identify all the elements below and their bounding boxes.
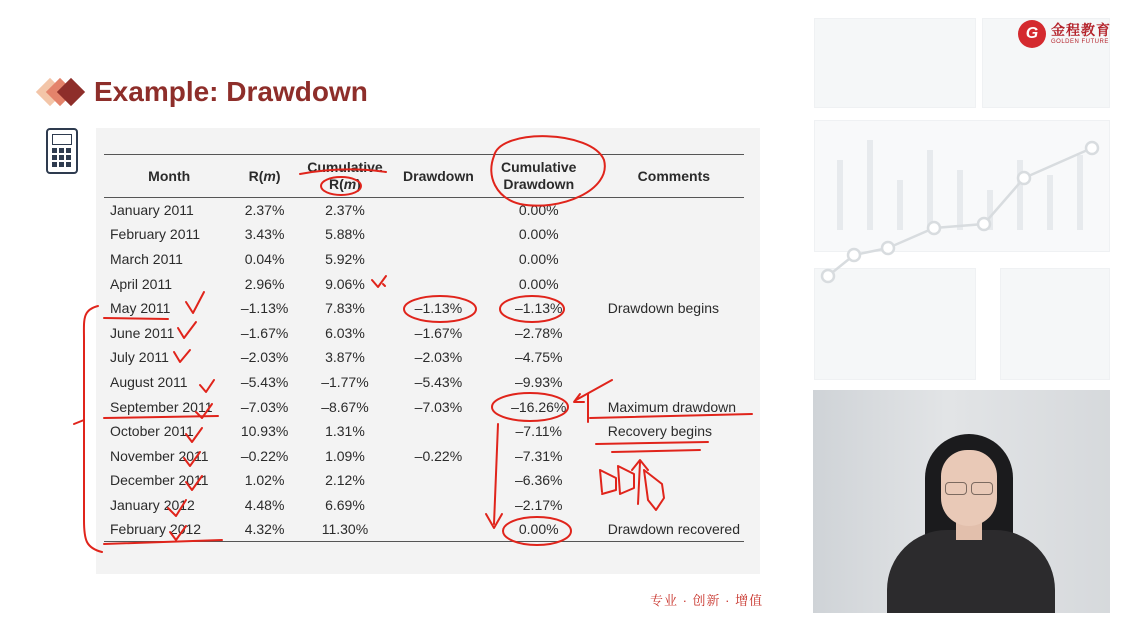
- cell-rm: –1.13%: [240, 300, 289, 317]
- cell-cumulative-rm: –1.77%: [321, 373, 369, 390]
- cell-drawdown: –7.03%: [414, 398, 463, 415]
- cell-rm: 10.93%: [240, 423, 289, 440]
- header-cum-drawdown-line2: Drawdown: [503, 176, 575, 192]
- header-month: Month: [148, 167, 191, 184]
- logo-english-name: GOLDEN FUTURE: [1051, 39, 1109, 45]
- cell-cumulative-rm: 6.03%: [325, 324, 365, 341]
- cell-drawdown: –1.67%: [414, 324, 463, 341]
- cell-comment: Drawdown begins: [607, 300, 719, 317]
- cell-cumulative-rm: 1.31%: [325, 423, 365, 440]
- cell-cumulative-drawdown: –2.78%: [514, 324, 563, 341]
- cell-cumulative-drawdown: –7.31%: [514, 447, 563, 464]
- cell-drawdown: –1.13%: [414, 300, 463, 317]
- header-rm: R(m): [248, 167, 281, 184]
- background-decoration: [810, 0, 1125, 390]
- cell-month: February 2012: [110, 521, 202, 538]
- cell-month: May 2011: [110, 300, 171, 317]
- footer-slogan: 专业 · 创新 · 增值: [650, 593, 764, 608]
- cell-rm: –5.43%: [240, 373, 289, 390]
- cell-cumulative-drawdown: 0.00%: [518, 275, 559, 292]
- cell-drawdown: [393, 271, 484, 296]
- header-cumulative-drawdown: [484, 155, 594, 198]
- cell-comment: [594, 222, 744, 247]
- cell-cumulative-rm: –8.67%: [321, 398, 369, 415]
- cell-comment: Recovery begins: [607, 423, 712, 440]
- cell-month: September 2011: [110, 398, 213, 415]
- cell-rm: 1.02%: [244, 472, 285, 489]
- table-row: [104, 320, 744, 345]
- cell-comment: Drawdown recovered: [607, 521, 740, 538]
- table-header-row: [104, 155, 744, 198]
- cell-drawdown: [393, 517, 484, 542]
- cell-comment: [594, 247, 744, 272]
- cell-rm: 2.96%: [244, 275, 285, 292]
- cell-drawdown: –5.43%: [414, 373, 463, 390]
- cell-cumulative-drawdown: –2.17%: [514, 496, 563, 513]
- cell-cumulative-rm: 3.87%: [325, 349, 365, 366]
- slide-title-block: [34, 72, 368, 112]
- cell-cumulative-drawdown: 0.00%: [518, 202, 559, 219]
- cell-drawdown: [393, 247, 484, 272]
- cell-cumulative-drawdown: –4.75%: [514, 349, 563, 366]
- cell-drawdown: [393, 419, 484, 444]
- drawdown-table-panel: [96, 128, 760, 574]
- table-row: [104, 247, 744, 272]
- cell-cumulative-drawdown: 0.00%: [518, 250, 559, 267]
- cell-drawdown: [393, 222, 484, 247]
- cell-comment: [594, 198, 744, 223]
- table-row: [104, 443, 744, 468]
- cell-rm: –0.22%: [240, 447, 289, 464]
- cell-cumulative-drawdown: 0.00%: [518, 521, 559, 538]
- table-row: [104, 345, 744, 370]
- cell-cumulative-rm: 11.30%: [321, 521, 369, 538]
- slide-title: Example: Drawdown: [94, 76, 368, 107]
- header-cumulative-rm: [297, 155, 393, 198]
- cell-rm: –1.67%: [240, 324, 289, 341]
- header-cumulative-line1: Cumulative: [307, 159, 383, 176]
- cell-month: August 2011: [110, 373, 188, 390]
- cell-month: December 2011: [110, 472, 209, 489]
- table-row: [104, 296, 744, 321]
- brand-logo: [1018, 20, 1111, 48]
- cell-rm: 0.04%: [244, 250, 285, 267]
- cell-comment: [594, 271, 744, 296]
- cell-comment: [594, 443, 744, 468]
- diamond-bullet-icon: [34, 72, 90, 112]
- cell-drawdown: [393, 468, 484, 493]
- cell-comment: [594, 493, 744, 518]
- calculator-icon: [46, 128, 78, 174]
- cell-drawdown: –0.22%: [414, 447, 463, 464]
- cell-month: July 2011: [110, 349, 169, 366]
- table-row: [104, 419, 744, 444]
- cell-cumulative-drawdown: –7.11%: [515, 423, 562, 440]
- cell-comment: [594, 370, 744, 395]
- table-row: [104, 394, 744, 419]
- cell-drawdown: [393, 198, 484, 223]
- table-row: [104, 493, 744, 518]
- table-row: [104, 271, 744, 296]
- cell-rm: –7.03%: [240, 398, 289, 415]
- cell-cumulative-rm: 7.83%: [325, 300, 365, 317]
- presenter-webcam: [813, 390, 1110, 613]
- drawdown-table: [104, 154, 744, 542]
- header-drawdown: Drawdown: [403, 167, 474, 184]
- cell-rm: 2.37%: [244, 202, 285, 219]
- cell-comment: Maximum drawdown: [607, 398, 737, 415]
- cell-cumulative-drawdown: –6.36%: [514, 472, 563, 489]
- cell-month: April 2011: [110, 275, 173, 292]
- cell-cumulative-drawdown: –9.93%: [514, 373, 563, 390]
- cell-cumulative-drawdown: –1.13%: [514, 300, 563, 317]
- cell-month: November 2011: [110, 447, 209, 464]
- header-cumulative-line2: R(m): [328, 176, 361, 192]
- cell-cumulative-rm: 5.92%: [325, 250, 365, 267]
- cell-rm: 3.43%: [244, 226, 285, 243]
- table-row: [104, 468, 744, 493]
- cell-month: February 2011: [110, 226, 201, 243]
- cell-month: January 2011: [110, 202, 194, 219]
- cell-drawdown: [393, 493, 484, 518]
- cell-cumulative-rm: 5.88%: [325, 226, 365, 243]
- table-row: [104, 198, 744, 223]
- cell-cumulative-rm: 1.09%: [325, 447, 365, 464]
- logo-mark-icon: G: [1018, 20, 1046, 48]
- cell-comment: [594, 320, 744, 345]
- cell-rm: 4.48%: [244, 496, 285, 513]
- cell-comment: [594, 468, 744, 493]
- cell-rm: –2.03%: [240, 349, 289, 366]
- cell-cumulative-drawdown: –16.26%: [511, 398, 567, 415]
- cell-rm: 4.32%: [244, 521, 285, 538]
- table-row: [104, 517, 744, 542]
- cell-cumulative-rm: 2.37%: [325, 202, 365, 219]
- cell-cumulative-rm: 9.06%: [325, 275, 365, 292]
- header-comments: Comments: [637, 167, 711, 184]
- cell-drawdown: –2.03%: [414, 349, 463, 366]
- table-row: [104, 370, 744, 395]
- table-row: [104, 222, 744, 247]
- cell-month: March 2011: [110, 250, 183, 267]
- cell-cumulative-drawdown: 0.00%: [518, 226, 559, 243]
- cell-month: January 2012: [110, 496, 195, 513]
- cell-month: October 2011: [110, 423, 194, 440]
- cell-comment: [594, 345, 744, 370]
- logo-chinese-name: 金程教育: [1051, 22, 1111, 38]
- cell-cumulative-rm: 6.69%: [325, 496, 365, 513]
- cell-month: June 2011: [110, 324, 175, 341]
- cell-cumulative-rm: 2.12%: [325, 472, 365, 489]
- header-cum-drawdown-line1: Cumulative: [501, 159, 577, 176]
